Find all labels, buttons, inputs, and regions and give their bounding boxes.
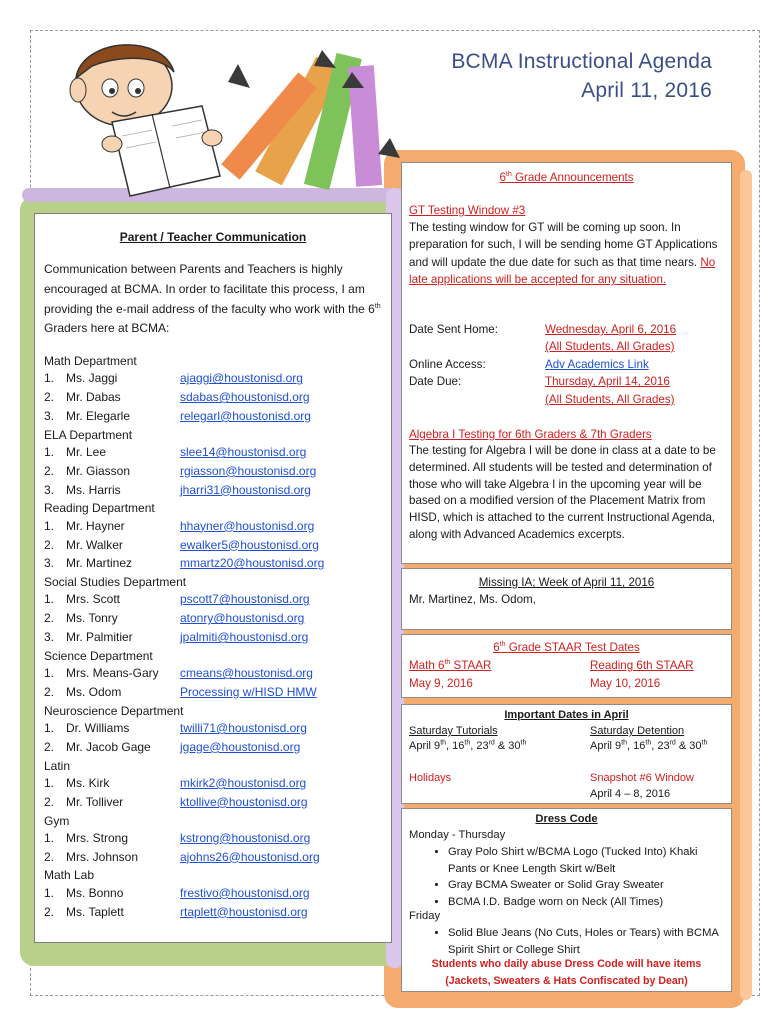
staff-number: 3. bbox=[44, 556, 55, 571]
staff-number: 2. bbox=[44, 611, 55, 626]
staff-number: 2. bbox=[44, 537, 55, 552]
missing-ia-names: Mr. Martinez, Ms. Odom, bbox=[409, 593, 536, 606]
date-due-note: (All Students, All Grades) bbox=[545, 393, 675, 406]
staar-dates-panel bbox=[401, 634, 732, 698]
staff-number: 3. bbox=[44, 630, 55, 644]
intro-paragraph: Communication between Parents and Teachers is highly encouraged at BCMA. In order to facilitate this process, I am providing the e-mail address of the faculty who work with the 6th Graders here at BCMA: bbox=[44, 262, 381, 336]
missing-ia-panel bbox=[401, 568, 732, 630]
staff-number: 3. bbox=[44, 408, 55, 423]
weekday-label: Monday - Thursday bbox=[409, 829, 506, 841]
staff-row bbox=[44, 905, 124, 919]
staff-row bbox=[44, 464, 130, 478]
staff-name: Mr. Jacob Gage bbox=[66, 739, 151, 754]
date-due-label: Date Due: bbox=[409, 375, 462, 388]
important-dates-heading: Important Dates in April bbox=[504, 709, 629, 721]
staff-name: Ms. Bonno bbox=[66, 885, 124, 900]
staff-number: 3. bbox=[44, 482, 55, 497]
staff-number: 1. bbox=[44, 592, 55, 607]
staff-name: Mrs. Strong bbox=[66, 830, 129, 845]
parent-teacher-communication-panel bbox=[34, 213, 392, 943]
saturday-tutorials-label: Saturday Tutorials bbox=[409, 725, 498, 737]
panel-heading: Parent / Teacher Communication bbox=[119, 230, 307, 244]
agenda-title: BCMA Instructional Agenda bbox=[451, 50, 712, 73]
staff-number: 1. bbox=[44, 775, 55, 790]
staff-number: 1. bbox=[44, 445, 55, 459]
staff-row bbox=[44, 721, 129, 735]
staff-number: 2. bbox=[44, 794, 55, 809]
staff-name: Ms. Taplett bbox=[66, 904, 124, 919]
staff-name: Ms. Jaggi bbox=[66, 371, 118, 386]
staff-email-link[interactable]: slee14@houstonisd.org bbox=[180, 445, 307, 459]
adv-academics-link[interactable]: Adv Academics Link bbox=[545, 358, 649, 371]
date-sent-label: Date Sent Home: bbox=[409, 323, 498, 336]
staff-email-link[interactable]: ajohns26@houstonisd.org bbox=[180, 849, 320, 864]
department-heading: Social Studies Department bbox=[44, 575, 187, 590]
staff-number: 1. bbox=[44, 518, 55, 533]
staff-name: Ms. Tonry bbox=[66, 611, 118, 626]
date-sent-note: (All Students, All Grades) bbox=[545, 340, 675, 353]
staff-email-link[interactable]: relegarl@houstonisd.org bbox=[180, 408, 311, 423]
staff-name: Mr. Walker bbox=[66, 537, 123, 552]
staff-row bbox=[44, 611, 118, 625]
staff-name: Mrs. Scott bbox=[66, 592, 121, 607]
agenda-date: April 11, 2016 bbox=[581, 79, 712, 102]
department-heading: Reading Department bbox=[44, 501, 155, 516]
staff-number: 2. bbox=[44, 390, 55, 405]
staff-row bbox=[44, 371, 117, 385]
staff-row bbox=[44, 886, 123, 900]
math-staar-label: Math 6th STAAR bbox=[409, 659, 492, 672]
staff-name: Mr. Lee bbox=[66, 445, 107, 459]
friday-dress-list bbox=[402, 925, 727, 958]
dress-code-warning-line2: (Jackets, Sweaters & Hats Confiscated by Dean) bbox=[445, 975, 688, 987]
dress-code-item: • BCMA I.D. Badge worn on Neck (All Times) bbox=[448, 894, 727, 911]
friday-label: Friday bbox=[409, 910, 441, 922]
staff-number: 1. bbox=[44, 885, 55, 900]
saturday-tutorials-dates: April 9th, 16th, 23rd & 30th bbox=[409, 739, 527, 752]
missing-ia-title: Missing IA; Week of April 11, 2016 bbox=[478, 576, 655, 589]
staff-name: Mr. Palmitier bbox=[66, 630, 133, 644]
department-heading: Gym bbox=[44, 813, 70, 828]
staff-name: Mr. Giasson bbox=[66, 463, 131, 478]
snapshot-window-dates: April 4 – 8, 2016 bbox=[590, 788, 671, 800]
dress-code-warning-line1: Students who daily abuse Dress Code will have items bbox=[431, 958, 702, 970]
staff-name: Mrs. Means-Gary bbox=[66, 666, 159, 681]
department-heading: Neuroscience Department bbox=[44, 703, 184, 718]
gt-testing-body: The testing window for GT will be coming up soon. In preparation for such, I will be sending home GT Applications and will update the due date for such as that time nears. No late applications will be accepted for any situation. bbox=[409, 221, 718, 287]
staff-row bbox=[44, 592, 120, 606]
department-heading: Math Lab bbox=[44, 868, 95, 883]
reading-staar-date: May 10, 2016 bbox=[590, 677, 661, 690]
staff-email-link[interactable]: pscott7@houstonisd.org bbox=[180, 592, 310, 607]
dress-code-heading: Dress Code bbox=[535, 813, 598, 825]
announcements-panel bbox=[401, 162, 732, 564]
staff-email-link[interactable]: jpalmiti@houstonisd.org bbox=[180, 630, 309, 644]
staff-number: 2. bbox=[44, 463, 55, 478]
pencil-icon bbox=[221, 50, 400, 190]
staff-name: Dr. Williams bbox=[66, 721, 130, 735]
algebra-testing-body: The testing for Algebra I will be done in class at a date to be determined. All students will be tested and determination of those who will take Algebra I in the upcoming year will be based on a modified version of the Placement Matrix from HISD, which is attached to the current Instructional Agenda, along with Advanced Academics excerpts. bbox=[409, 444, 716, 541]
saturday-detention-label: Saturday Detention bbox=[590, 725, 685, 737]
staff-email-link[interactable]: mkirk2@houstonisd.org bbox=[180, 775, 307, 790]
reading-boy-illustration bbox=[52, 26, 432, 206]
staff-row bbox=[44, 740, 151, 754]
staff-row bbox=[44, 409, 130, 423]
staff-name: Ms. Odom bbox=[66, 684, 122, 699]
date-sent-value: Wednesday, April 6, 2016 bbox=[545, 323, 677, 336]
department-heading: Latin bbox=[44, 758, 71, 773]
staff-row bbox=[44, 666, 159, 680]
math-staar-date: May 9, 2016 bbox=[409, 677, 473, 690]
dress-code-panel bbox=[401, 808, 732, 992]
staff-email-link[interactable]: ktollive@houstonisd.org bbox=[180, 794, 308, 809]
staff-email-link[interactable]: ewalker5@houstonisd.org bbox=[180, 537, 319, 552]
staff-email-link[interactable]: rgiasson@houstonisd.org bbox=[180, 463, 317, 478]
staff-email-link[interactable]: mmartz20@houstonisd.org bbox=[180, 556, 325, 571]
saturday-detention-dates: April 9th, 16th, 23rd & 30th bbox=[590, 739, 708, 752]
dress-code-item: • Gray BCMA Sweater or Solid Gray Sweater bbox=[448, 877, 727, 894]
date-due-value: Thursday, April 14, 2016 bbox=[545, 375, 670, 388]
staff-name: Mr. Hayner bbox=[66, 518, 125, 533]
staff-row bbox=[44, 630, 133, 644]
staff-number: 2. bbox=[44, 684, 55, 699]
staff-email-link[interactable]: jharri31@houstonisd.org bbox=[180, 482, 311, 497]
staff-email-link[interactable]: jgage@houstonisd.org bbox=[180, 739, 301, 754]
staff-email-link[interactable]: twilli71@houstonisd.org bbox=[180, 721, 307, 735]
staff-number: 1. bbox=[44, 830, 55, 845]
staff-email-link[interactable]: hhayner@houstonisd.org bbox=[180, 518, 315, 533]
important-dates-panel bbox=[401, 704, 732, 804]
weekday-dress-list bbox=[402, 844, 727, 910]
dress-code-item: • Solid Blue Jeans (No Cuts, Holes or Tears) with BCMA Spirit Shirt or College Shirt bbox=[448, 925, 727, 958]
staff-name: Ms. Kirk bbox=[66, 775, 110, 790]
staff-number: 2. bbox=[44, 849, 55, 864]
reading-staar-label: Reading 6th STAAR bbox=[590, 659, 694, 672]
staff-email-link[interactable]: frestivo@houstonisd.org bbox=[180, 885, 310, 900]
staff-row bbox=[44, 445, 106, 459]
orange-edge-band bbox=[740, 170, 752, 1000]
staff-name: Ms. Harris bbox=[66, 482, 121, 497]
staff-email-link[interactable]: kstrong@houstonisd.org bbox=[180, 830, 311, 845]
staff-email-link[interactable]: sdabas@houstonisd.org bbox=[180, 390, 310, 405]
department-heading: Science Department bbox=[44, 648, 153, 663]
staff-number: 1. bbox=[44, 371, 55, 386]
staff-row bbox=[44, 850, 138, 864]
staff-email-link[interactable]: ajaggi@houstonisd.org bbox=[180, 371, 303, 386]
staff-row bbox=[44, 795, 123, 809]
staff-number: 1. bbox=[44, 666, 55, 681]
staff-row bbox=[44, 685, 121, 699]
staff-email-link[interactable]: atonry@houstonisd.org bbox=[180, 611, 305, 626]
staff-number: 2. bbox=[44, 904, 55, 919]
staff-row bbox=[44, 556, 132, 570]
staff-row bbox=[44, 390, 121, 404]
snapshot-window-label: Snapshot #6 Window bbox=[590, 772, 694, 784]
staar-heading: 6th Grade STAAR Test Dates bbox=[493, 641, 640, 654]
online-access-label: Online Access: bbox=[409, 358, 486, 371]
staff-email-link[interactable]: rtaplett@houstonisd.org bbox=[180, 904, 308, 919]
staff-name: Mrs. Johnson bbox=[66, 849, 139, 864]
staff-row bbox=[44, 776, 109, 790]
staff-name: Mr. Martinez bbox=[66, 556, 133, 571]
staff-name: Mr. Elegarle bbox=[66, 408, 131, 423]
department-heading: Math Department bbox=[44, 354, 137, 368]
staff-number: 2. bbox=[44, 739, 55, 754]
staff-row bbox=[44, 483, 121, 497]
staff-email-link[interactable]: cmeans@houstonisd.org bbox=[180, 666, 313, 681]
staff-name: Mr. Dabas bbox=[66, 390, 121, 405]
staff-number: 1. bbox=[44, 721, 55, 735]
department-heading: ELA Department bbox=[44, 427, 133, 442]
staff-row bbox=[44, 519, 125, 533]
staff-row bbox=[44, 538, 123, 552]
gt-testing-title: GT Testing Window #3 bbox=[409, 204, 526, 217]
algebra-testing-title: Algebra I Testing for 6th Graders & 7th Graders bbox=[409, 428, 652, 441]
staff-row bbox=[44, 831, 128, 845]
holidays-label: Holidays bbox=[409, 772, 452, 784]
dress-code-item: • Gray Polo Shirt w/BCMA Logo (Tucked Into) Khaki Pants or Knee Length Skirt w/Belt bbox=[448, 844, 727, 877]
staff-name: Mr. Tolliver bbox=[66, 794, 124, 809]
announcements-heading: 6th Grade Announcements bbox=[499, 171, 634, 184]
staff-email-link[interactable]: Processing w/HISD HMW bbox=[180, 684, 317, 699]
